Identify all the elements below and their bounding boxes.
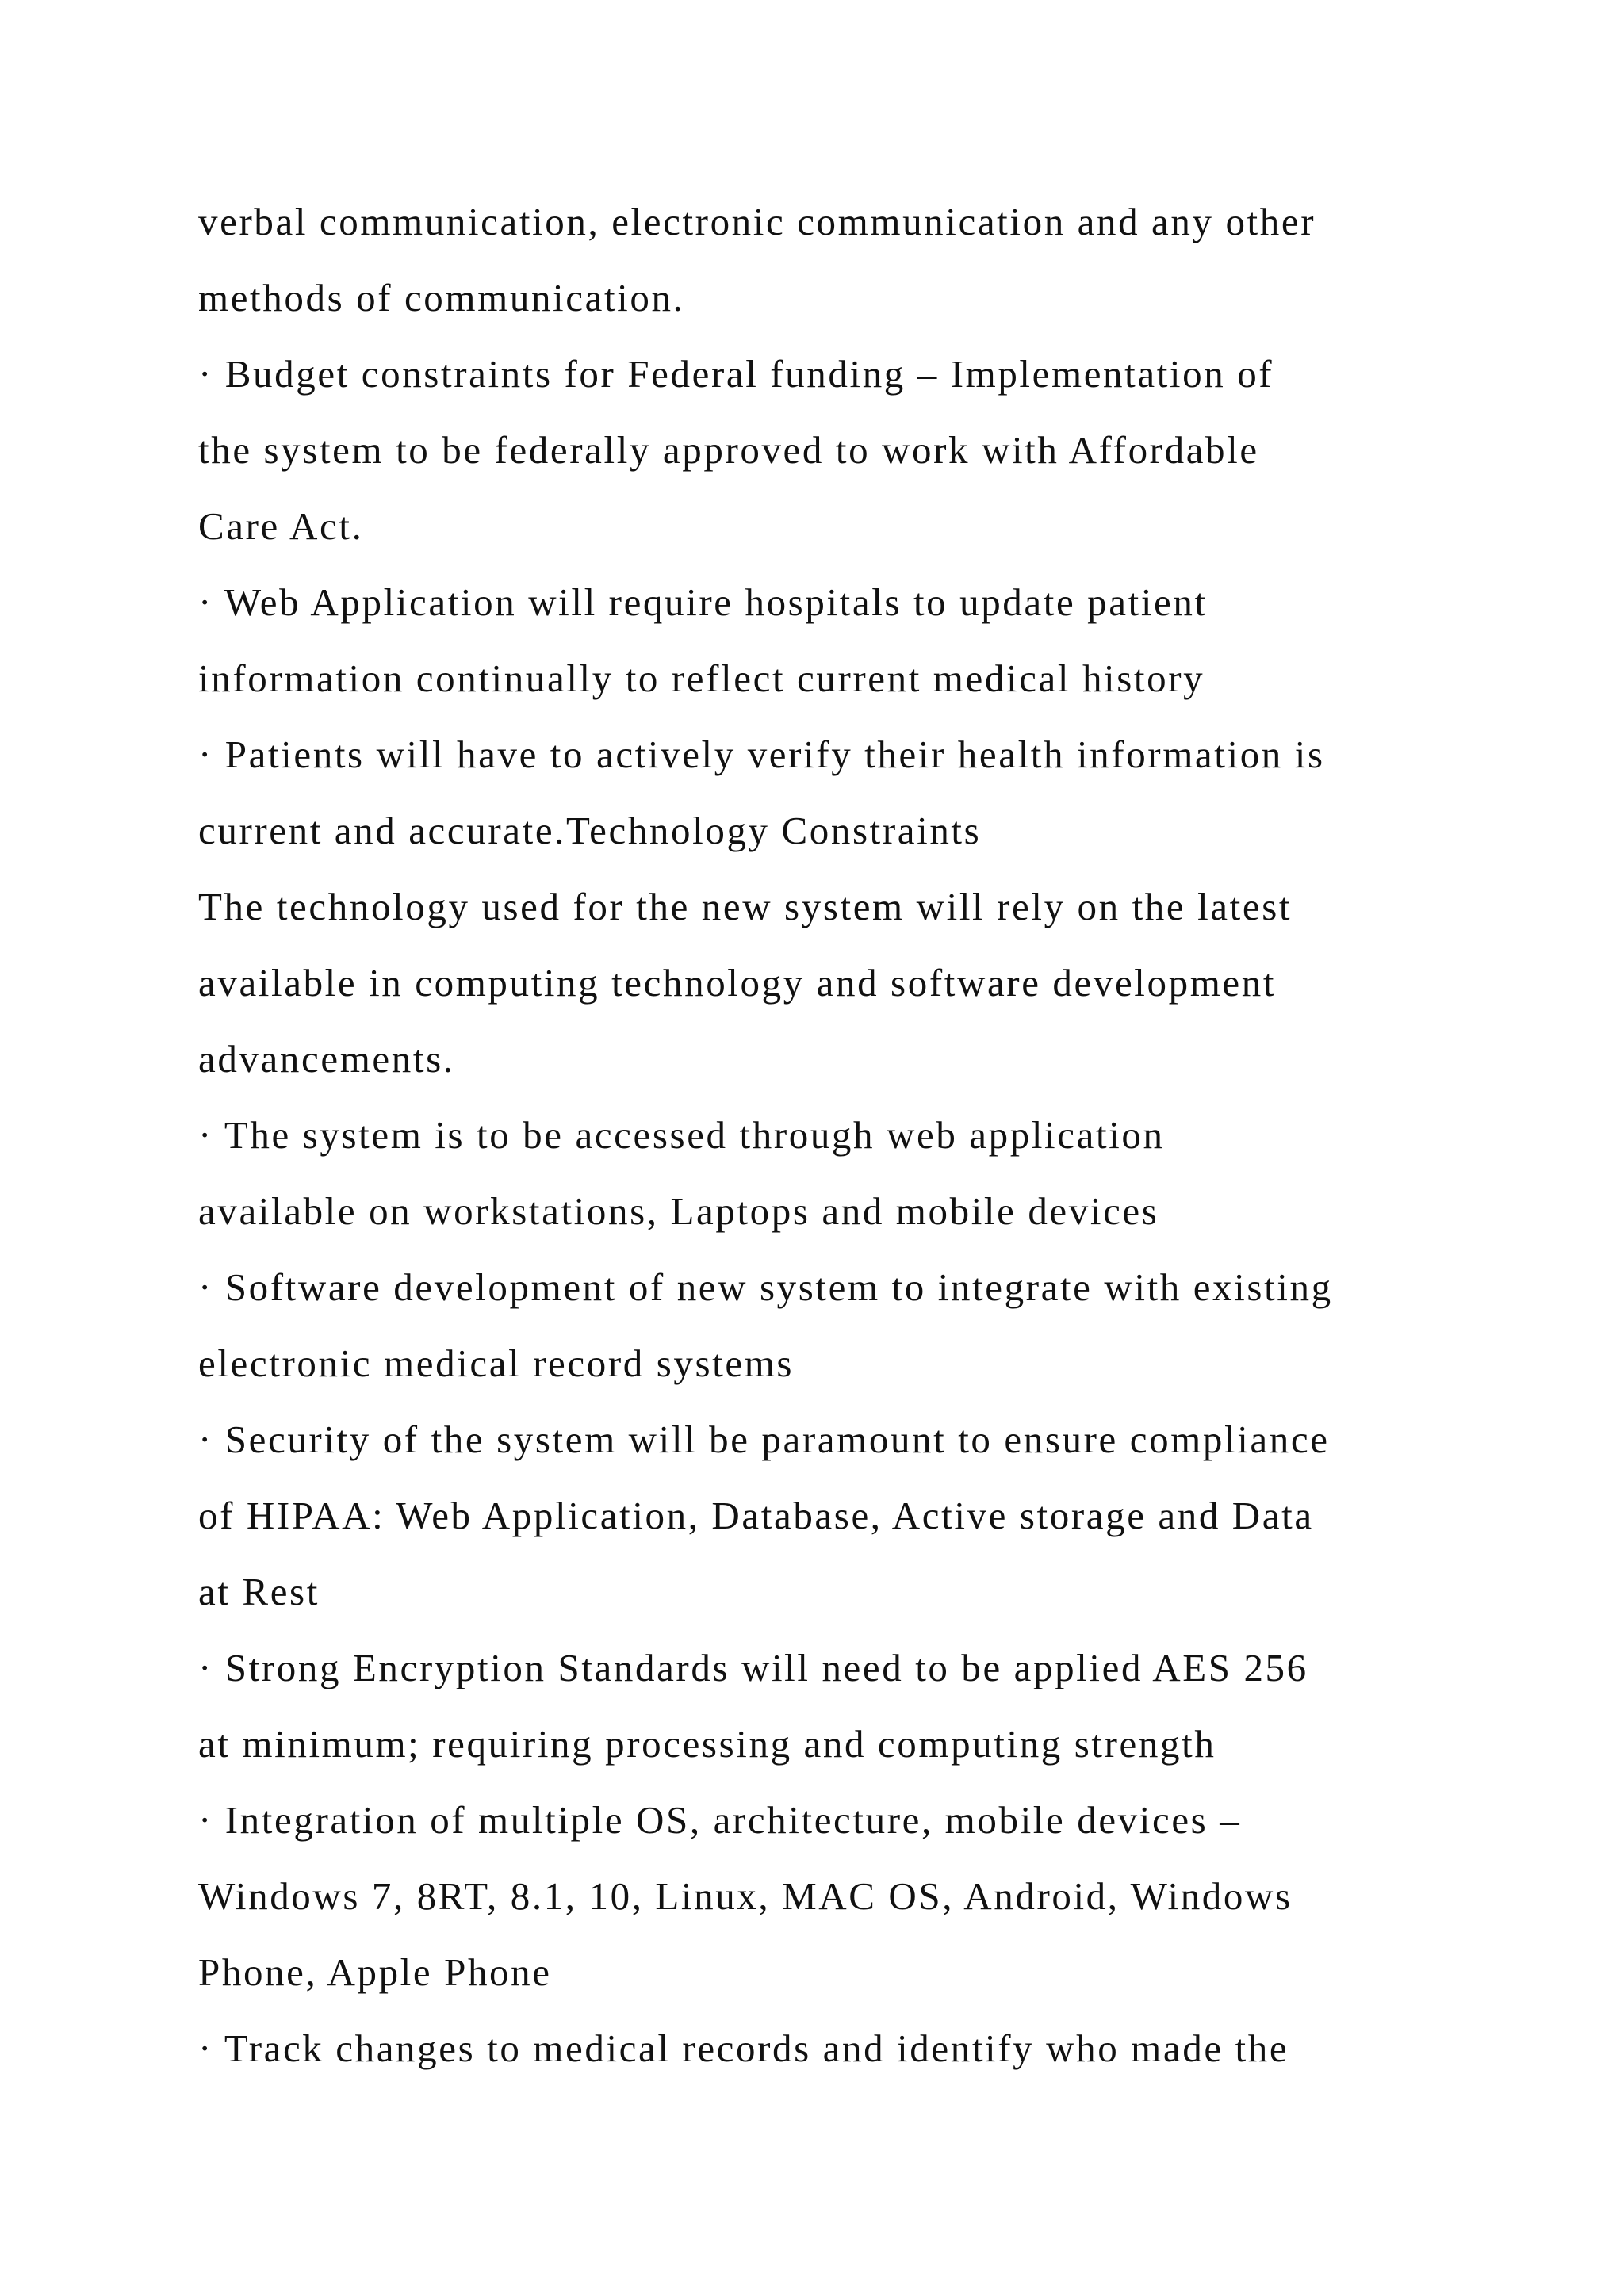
text-line: of HIPAA: Web Application, Database, Active storage and Data: [198, 1494, 1314, 1537]
text-line: Care Act.: [198, 504, 364, 548]
bullet-item-security: · Security of the system will be paramount to ensure compliance: [198, 1418, 1330, 1461]
bullet-item-os-integration: · Integration of multiple OS, architecture, mobile devices –: [198, 1798, 1242, 1842]
text-line: available on workstations, Laptops and mobile devices: [198, 1189, 1159, 1233]
text-line: verbal communication, electronic communication and any other: [198, 200, 1316, 243]
bullet-item-encryption: · Strong Encryption Standards will need to be applied AES 256: [198, 1646, 1308, 1689]
text-line: advancements.: [198, 1037, 455, 1081]
text-line: information continually to reflect current medical history: [198, 656, 1205, 700]
text-line: current and accurate.Technology Constraints: [198, 809, 982, 852]
text-line: Phone, Apple Phone: [198, 1950, 552, 1994]
bullet-item-track-changes: · Track changes to medical records and identify who made the: [198, 2026, 1289, 2070]
text-line: electronic medical record systems: [198, 1341, 795, 1385]
text-line: The technology used for the new system will rely on the latest: [198, 885, 1293, 928]
bullet-item-budget-constraints: · Budget constraints for Federal funding – Implementation of: [198, 352, 1274, 396]
bullet-item-software-development: · Software development of new system to integrate with existing: [198, 1265, 1333, 1309]
bullet-item-web-access: · The system is to be accessed through web application: [198, 1113, 1165, 1157]
bullet-item-patients-verify: · Patients will have to actively verify their health information is: [198, 733, 1325, 776]
text-line: at Rest: [198, 1570, 320, 1613]
text-line: Windows 7, 8RT, 8.1, 10, Linux, MAC OS, Android, Windows: [198, 1874, 1293, 1918]
bullet-item-web-application: · Web Application will require hospitals to update patient: [198, 580, 1208, 624]
text-line: the system to be federally approved to work with Affordable: [198, 428, 1259, 472]
text-line: at minimum; requiring processing and computing strength: [198, 1722, 1216, 1766]
text-line: available in computing technology and software development: [198, 961, 1277, 1004]
body-text: [198, 184, 1483, 2087]
text-line: methods of communication.: [198, 276, 685, 320]
